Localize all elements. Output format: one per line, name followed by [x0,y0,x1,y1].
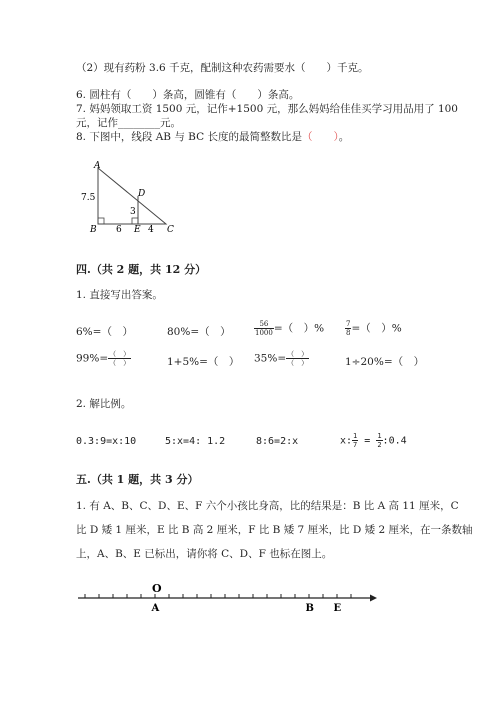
section-5-q1-line3: 上，A、B、E 已标出，请你将 C、D、F 也标在图上。 [76,548,333,560]
question-7-line2: 元，记作________元。 [76,117,181,129]
calc-row1-item2: 80%=（ ） [167,326,231,338]
label-c: C [167,225,174,235]
ratio-1: 0.3:9=x:10 [76,436,137,447]
section-4-q1-title: 1. 直接写出答案。 [76,289,163,301]
section-4-q2-title: 2. 解比例。 [76,398,132,410]
calc-row2-item4: 1÷20%=（ ） [345,356,425,368]
section-5-q1-line2: 比 D 矮 1 厘米，E 比 B 高 2 厘米，F 比 B 矮 7 厘米，比 D 矮 2 厘米，在一条数轴 [76,524,473,536]
origin-label: O [152,582,162,595]
ratio-3: 8:6=2:x [256,436,299,447]
section-5-q1-line1: 1. 有 A、B、C、D、E、F 六个小孩比身高，比的结果是：B 比 A 高 11 厘米，C [76,500,459,512]
number-line [76,578,396,618]
fraction-1-7: $\frac{1}{7}$ [353,432,358,449]
fraction-blank-1[interactable]: $\frac{( )}{( )}$ [109,350,131,367]
label-e: E [134,225,141,235]
label-side-ab: 7.5 [81,193,96,203]
question-8 [76,130,349,144]
question-2-sub: （2）现有药粉 3.6 千克，配制这种农药需要水（ ）千克。 [76,62,369,74]
label-a: A [94,161,101,171]
triangle-figure [76,158,186,238]
fraction-7-8: $\frac{7}{8}$ [346,320,351,337]
question-8-suffix: 。 [338,131,350,143]
calc-row1-item3: $\frac{56}{1000}$ =（ ）% [255,320,325,337]
ratio-2: 5:x=4: 1.2 [165,436,226,447]
question-6: 6. 圆柱有（ ）条高，圆锥有（ ）条高。 [76,89,300,101]
label-seg-ec: 4 [148,225,154,235]
fraction-blank-3[interactable]: $\frac{( )}{( )}$ [287,350,309,367]
right-angle-b [98,218,104,224]
question-8-blank[interactable]: （ ） [301,131,339,143]
label-b: B [90,225,97,235]
fraction-56-1000: $\frac{56}{1000}$ [255,320,273,337]
label-seg-be: 6 [116,225,122,235]
calc-row1-item4: $\frac{7}{8}$ =（ ）% [346,320,402,337]
right-angle-e [132,218,138,224]
number-line-arrow [370,595,377,602]
question-7-line1: 7. 妈妈领取工资 1500 元，记作+1500 元，那么妈妈给佳佳买学习用品用了 100 [76,103,458,115]
point-label-a: A [151,603,160,614]
ratio-4: x: $\frac{1}{7}$ = $\frac{1}{2}$ :0.4 [340,432,407,449]
calc-row2-item3: 35%= $\frac{( )}{( )}$ [254,350,309,367]
point-label-e: E [333,603,342,614]
label-d: D [138,189,146,199]
calc-row2-item2: 1+5%=（ ） [167,356,240,368]
point-label-b: B [305,603,314,614]
calc-row1-item1: 6%=（ ） [76,326,133,338]
fraction-1-2: $\frac{1}{2}$ [377,432,382,449]
question-8-text: 8. 下图中，线段 AB 与 BC 长度的最简整数比是 [76,131,302,143]
section-5-title: 五.（共 1 题，共 3 分） [76,473,199,486]
calc-row2-item1: 99%= $\frac{( )}{( )}$ [76,350,131,367]
section-4-title: 四.（共 2 题，共 12 分） [76,263,207,276]
label-side-de: 3 [130,207,136,217]
